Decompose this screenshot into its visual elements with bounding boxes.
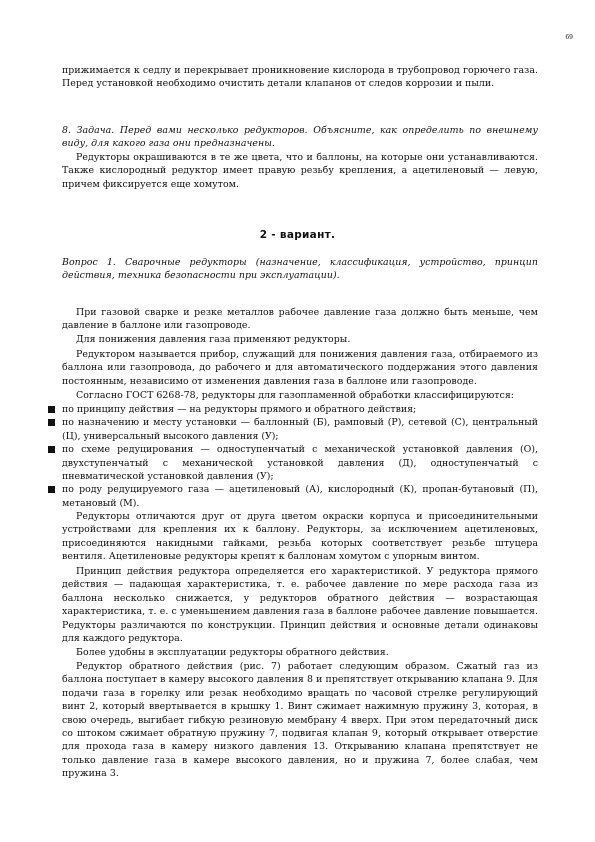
intro-paragraph: прижимается к седлу и перекрывает проникновение кислорода в трубопровод горючего газа. Перед установкой необходимо очистить детали клапанов от следов коррозии и пыли. — [62, 65, 538, 90]
body-paragraph-6: Принцип действия редуктора определяется его характеристикой. У редуктора прямого действия — падающая характеристика, т. е. рабочее давление по мере расхода газа из баллона несколько снижается, у редукторов обратного действия — возрастающая характеристика, т. е. с уменьшением давления газа в баллоне рабочее давление повышается. Редукторы различаются по конструкции. Принцип действия и основные детали одинаковы для каждого редуктора. — [62, 566, 538, 645]
list-item: по схеме редуцирования — одноступенчатый с механической установкой давления (О), двухступенчатый с механической установкой давления (Д), одноступенчатый с пневматической установкой давления (У); — [48, 443, 538, 483]
square-bullet-icon — [48, 446, 55, 453]
body-paragraph-8: Редуктор обратного действия (рис. 7) работает следующим образом. Сжатый газ из баллона поступает в камеру высокого давления 8 и препятствует открыванию клапана 9. Для подачи газа в горелку или резак необходимо вращать по часовой стрелке регулирующий винт 2, который ввертывается в крышку 1. Винт сжимает нажимную пружину 3, которая, в свою очередь, выгибает гибкую резиновую мембрану 4 вверх. При этом передаточный диск со штоком сжимает обратную пружину 7, подвигая клапан 9, который открывает отверстие для прохода газа в камеру низкого давления 13. Открыванию клапана препятствует не только давление газа в камере высокого давления, но и пружина 7, более слабая, чем пружина 3. — [62, 661, 538, 780]
body-paragraph-1: При газовой сварке и резке металлов рабочее давление газа должно быть меньше, чем давление в баллоне или газопроводе. — [62, 307, 538, 332]
square-bullet-icon — [48, 406, 55, 413]
page-number: 69 — [565, 34, 573, 41]
variant-heading: 2 - вариант. — [259, 229, 336, 241]
question-title: Вопрос 1. Сварочные редукторы (назначение, классификация, устройство, принцип действия, техника безопасности при эксплуатации). — [62, 257, 538, 282]
list-item: по назначению и месту установки — баллонный (Б), рамповый (Р), сетевой (С), центральный (Ц), универсальный высокого давления (У); — [48, 416, 538, 443]
body-paragraph-3: Редуктором называется прибор, служащий для понижения давления газа, отбираемого из баллона или газопровода, до рабочего и для автоматического поддержания этого давления постоянным, независимо от изменения давления газа в баллоне или газопроводе. — [62, 349, 538, 387]
list-item: по принципу действия — на редукторы прямого и обратного действия; — [48, 403, 538, 416]
classification-list — [48, 403, 538, 510]
task-prompt: 8. Задача. Перед вами несколько редукторов. Объясните, как определить по внешнему виду, для какого газа они предназначены. — [62, 125, 538, 150]
task-answer: Редукторы окрашиваются в те же цвета, что и баллоны, на которые они устанавливаются. Также кислородный редуктор имеет правую резьбу крепления, а ацетиленовый — левую, причем фиксируется еще хомутом. — [62, 152, 538, 190]
body-paragraph-5: Редукторы отличаются друг от друга цветом окраски корпуса и присоединительными устройствами для крепления их к баллону. Редукторы, за исключением ацетиленовых, присоединяются накидными гайками, резьба которых соответствует резьбе штуцера вентиля. Ацетиленовые редукторы крепят к баллонам хомутом с упорным винтом. — [62, 511, 538, 563]
body-paragraph-2: Для понижения давления газа применяют редукторы. — [76, 334, 351, 345]
body-paragraph-7: Более удобны в эксплуатации редукторы обратного действия. — [76, 647, 389, 658]
square-bullet-icon — [48, 486, 55, 493]
square-bullet-icon — [48, 419, 55, 426]
body-paragraph-4: Согласно ГОСТ 6268-78, редукторы для газопламенной обработки классифицируются: — [76, 390, 515, 401]
list-item: по роду редуцируемого газа — ацетиленовый (А), кислородный (К), пропан-бутановый (П), метановый (М). — [48, 483, 538, 510]
